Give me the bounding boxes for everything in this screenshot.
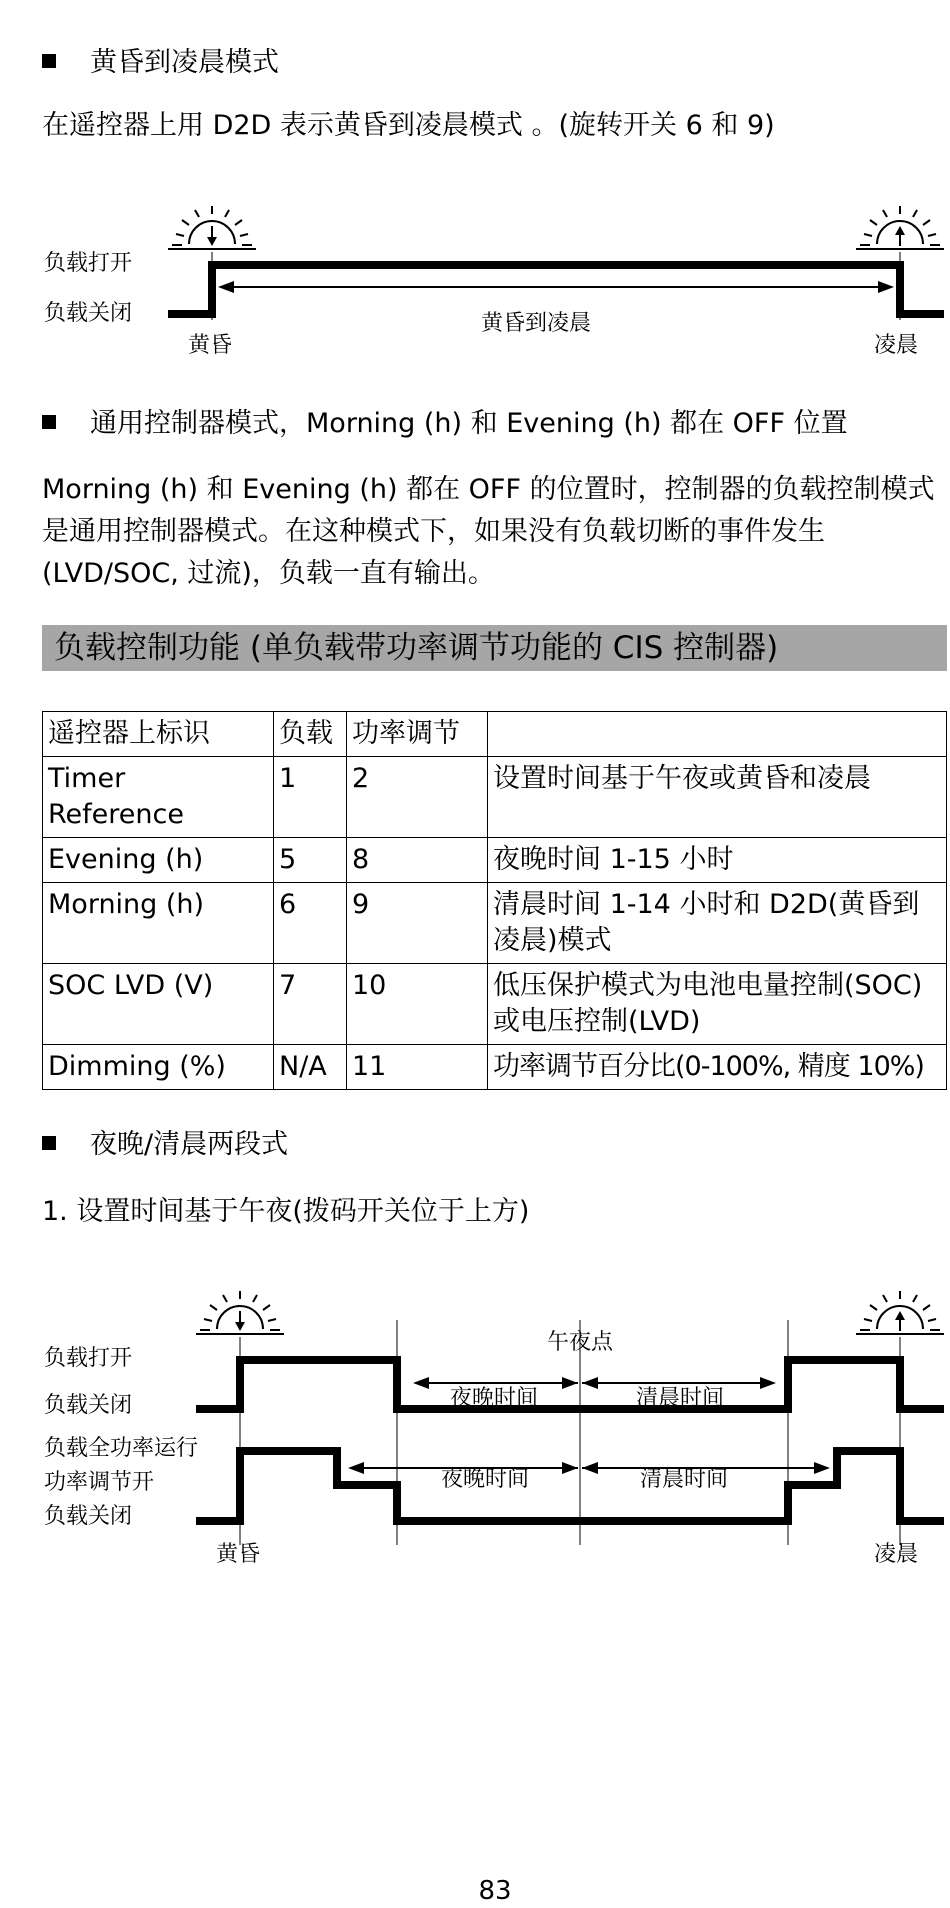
label-morning-time-top: 清晨时间	[635, 1386, 725, 1411]
table-cell: N/A	[274, 1045, 347, 1090]
general-mode-description: Morning (h) 和 Evening (h) 都在 OFF 的位置时，控制器的负载控制模式是通用控制器模式。在这种模式下，如果没有负载切断的事件发生(LVD/SOC, 过流)，负载一直有输出。	[42, 474, 935, 589]
table-cell: 夜晚时间 1-15 小时	[488, 838, 947, 883]
table-cell: 7	[274, 964, 347, 1045]
table-cell: 11	[347, 1045, 488, 1090]
label-night-time-top: 夜晚时间	[449, 1386, 539, 1411]
table-row	[43, 883, 947, 964]
load-control-table	[42, 711, 947, 1090]
dimming-signal-line	[196, 1451, 944, 1521]
table-cell: 9	[347, 883, 488, 964]
band-title: 负载控制功能 (单负载带功率调节功能的 CIS 控制器)	[54, 630, 779, 666]
label-night-time-bottom: 夜晚时间	[440, 1467, 530, 1492]
label-d2d-span: 黄昏到凌晨	[480, 311, 592, 336]
label-load-off: 负载关闭	[44, 1393, 133, 1418]
label-midnight: 午夜点	[546, 1330, 614, 1355]
label-load-on: 负载打开	[44, 251, 133, 276]
sunrise-icon	[856, 1291, 944, 1334]
header-cell	[488, 712, 947, 757]
d2d-timing-diagram	[0, 200, 950, 365]
label-load-off: 负载关闭	[44, 301, 133, 326]
table-header-row	[43, 712, 947, 757]
table-cell: 6	[274, 883, 347, 964]
header-cell: 功率调节	[347, 712, 488, 757]
table-cell: 5	[274, 838, 347, 883]
bullet-square	[42, 1136, 56, 1150]
label-full-power: 负载全功率运行	[44, 1436, 199, 1461]
table-row	[43, 1045, 947, 1090]
table-cell: Timer Reference	[43, 757, 274, 838]
label-dusk: 黄昏	[215, 1542, 261, 1567]
header-cell: 遥控器上标识	[43, 712, 274, 757]
bullet-square	[42, 54, 56, 68]
label-dusk: 黄昏	[187, 333, 233, 358]
table-cell: 低压保护模式为电池电量控制(SOC)或电压控制(LVD)	[488, 964, 947, 1045]
label-load-on: 负载打开	[44, 1346, 133, 1371]
heading-text: 夜晚/清晨两段式	[90, 1129, 289, 1160]
night-morning-timing-diagram	[0, 1285, 950, 1575]
table-cell: 功率调节百分比(0-100%, 精度 10%)	[488, 1045, 947, 1090]
table-cell: 清晨时间 1-14 小时和 D2D(黄昏到凌晨)模式	[488, 883, 947, 964]
table-cell: 设置时间基于午夜或黄昏和凌晨	[488, 757, 947, 838]
sunset-icon	[196, 1291, 284, 1334]
table-cell: SOC LVD (V)	[43, 964, 274, 1045]
section-heading-general-mode	[42, 407, 848, 441]
header-cell: 负载	[274, 712, 347, 757]
item-midnight-setting: 1. 设置时间基于午夜(拨码开关位于上方)	[42, 1196, 530, 1227]
section-heading-two-stage	[42, 1128, 288, 1162]
sunset-icon	[168, 206, 256, 249]
label-load-off-2: 负载关闭	[44, 1504, 133, 1529]
label-dimming-on: 功率调节开	[44, 1470, 155, 1495]
table-cell: 8	[347, 838, 488, 883]
sunrise-icon	[856, 206, 944, 249]
d2d-description: 在遥控器上用 D2D 表示黄昏到凌晨模式 。(旋转开关 6 和 9)	[42, 110, 775, 141]
table-cell: 1	[274, 757, 347, 838]
load-signal-line	[168, 265, 944, 314]
table-cell: Evening (h)	[43, 838, 274, 883]
label-dawn: 凌晨	[873, 333, 919, 358]
table-cell: Morning (h)	[43, 883, 274, 964]
section-band	[42, 625, 947, 671]
bullet-square	[42, 415, 56, 429]
table-cell: 10	[347, 964, 488, 1045]
heading-text: 黄昏到凌晨模式	[90, 47, 279, 78]
section-heading-d2d	[42, 46, 279, 80]
label-morning-time-bottom: 清晨时间	[639, 1467, 729, 1492]
table-row	[43, 838, 947, 883]
table-row	[43, 964, 947, 1045]
table-cell: 2	[347, 757, 488, 838]
label-dawn: 凌晨	[873, 1542, 919, 1567]
page-number: 83	[478, 1876, 512, 1906]
heading-text: 通用控制器模式，Morning (h) 和 Evening (h) 都在 OFF 位置	[90, 408, 848, 439]
table-row	[43, 757, 947, 838]
table-cell: Dimming (%)	[43, 1045, 274, 1090]
